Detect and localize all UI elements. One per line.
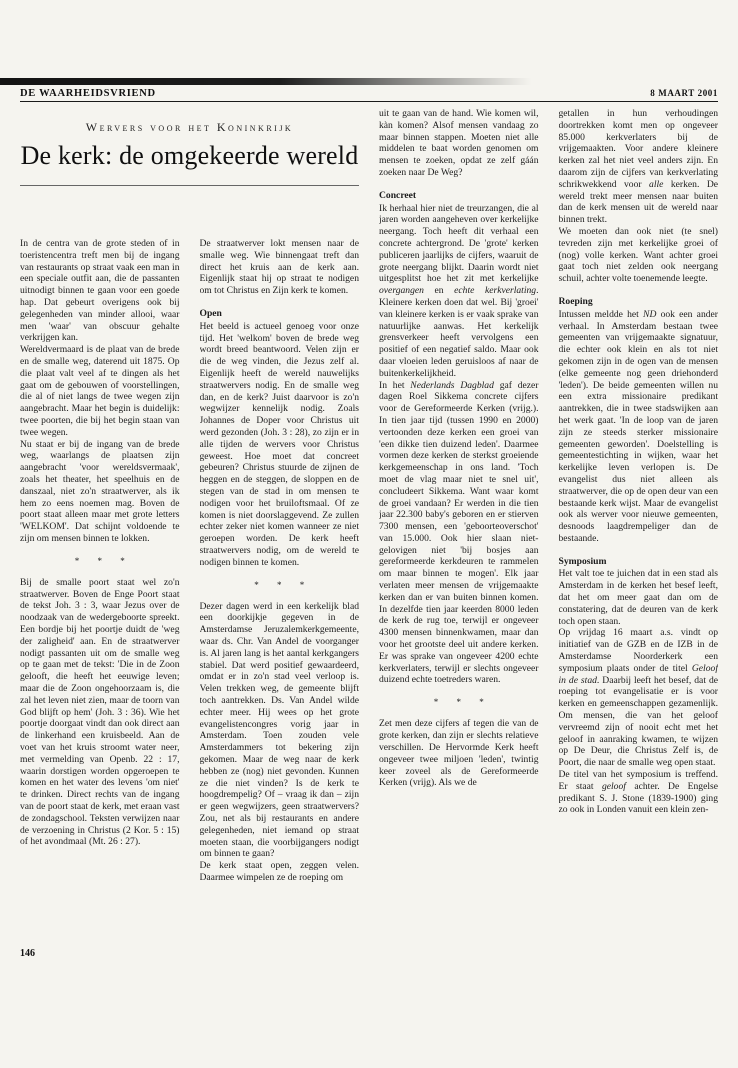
article-kicker: Wervers voor het Koninkrijk (85, 120, 294, 134)
article-title: De kerk: de omgekeerde wereld (20, 141, 359, 170)
paragraph: In het Nederlands Dagblad gaf dezer dagen Roel Sikkema concrete cijfers voor de Gereformeerde Kerken (vrijg.). In tien jaar tijd (tussen 1990 en 2000) vertoonden deze kerken een groei van 'een dikke tien duizend leden'. Daarmee vormen deze kerken de sterkst groeiende kerkgemeenschap in ons land. 'Toch moet de vlag maar niet te snel uit', concludeert Sikkema. Want waar komt de groei vandaan? Er werden in die tien jaar 22.300 baby's geboren en er stierven 7300 mensen, een 'geboorteoverschot' van 15.000. Ook hier slaan niet-gelovigen niet 'bij bosjes aan gereformeerde kerkdeuren te rammelen om maar binnen te mogen'. Elk jaar verlaten meer mensen de vrijgemaakte kerken dan er van buiten binnen komen. In dezelfde tien jaar keerden 8000 leden de kerk de rug toe, terwijl er ongeveer 4300 mensen binnenkwamen, maar dan voor het grootste deel uit andere kerken. Er was sprake van ongeveer 4200 echte kerkverlaters, terwijl er slechts ongeveer duizend echte toetreders waren. (379, 379, 539, 686)
paragraph: De kerk staat open, zeggen velen. Daarmee wimpelen ze de roeping om (199, 860, 359, 883)
section-heading: Concreet (379, 189, 417, 201)
paragraph: getallen in hun verhoudingen doortrekken komt men op ongeveer 85.000 kerkverlaters bij de vrijgemaakten. Voor andere kleinere kerken zal het niet veel anders zijn. En daarom zijn de cijfers van kerkverlating schrikwekkend voor alle kerken. De wereld trekt meer mensen naar buiten dan de kerk mensen uit de wereld naar binnen trekt. (558, 108, 718, 226)
page-number: 146 (20, 948, 35, 959)
article-body (20, 108, 718, 980)
paragraph: De straatwerver lokt mensen naar de smalle weg. Wie binnengaat treft dan direct het kruis aan de kerk aan. Eigenlijk staat hij op straat te nodigen om tot Christus en Zijn kerk te komen. (199, 238, 359, 297)
text-column-1 (20, 238, 180, 948)
text-column-3 (379, 108, 539, 980)
issue-date: 8 MAART 2001 (650, 88, 718, 98)
header-rule (20, 101, 718, 102)
article-title-block (20, 108, 359, 238)
paragraph: Het valt toe te juichen dat in een stad als Amsterdam in de kerken het besef leeft, dat het om meer gaat dan om de constatering, dat de deuren van de kerk toch open staan. (558, 568, 718, 627)
header-row (20, 88, 718, 99)
paragraph: Intussen meldde het ND ook een ander verhaal. In Amsterdam bestaan twee gemeenten van vrijgemaakte signatuur, die echter ook klein en als tot niet gekomen zijn in de ogen van de mensen (elke gemeente nog geen driehonderd 'leden'). De beide gemeenten willen nu een extra missionaire predikant aantrekken, die in twee stadswijken aan het werk gaat. 'In de loop van de jaren zijn ze steeds sterker missionaire gemeenten geworden'. Doelstelling is gemeentestichting in wijken, waar het kerkelijke leven verlopen is. De evangelist dus niet alleen als straatwerver, die op de open deur van een bestaande kerk wijst. Maar de evangelist ook als werver voor nieuwe gemeenten, desnoods laagdrempeliger dan de bestaande. (558, 308, 718, 544)
paragraph: Nu staat er bij de ingang van de brede weg, waarlangs de plaatsen zijn aangebracht 'voor wereldsvermaak', zoals het theater, het speelhuis en de danszaal, niet zo'n straatwerver, als ik hem zo eens noemen mag. Boven de poort staat alleen maar met grote letters 'WELKOM'. Dat schijnt voldoende te zijn om mensen binnen te lokken. (20, 438, 180, 544)
section-heading: Symposium (558, 555, 607, 567)
section-heading: Roeping (558, 295, 593, 307)
text-column-4 (559, 108, 719, 980)
left-columns (20, 238, 359, 948)
paragraph: Het beeld is actueel genoeg voor onze tijd. Het 'welkom' boven de brede weg wordt breed beantwoord. Velen zijn er die de weg vinden, die Jezus zelf al. Eigenlijk heeft de wereld nauwelijks straatwervers nodig. En de smalle weg dan, en de kerk? Juist daarvoor is zo'n wegwijzer kennelijk nodig. Zoals Johannes de Doper voor Christus uit werd gezonden (Joh. 3 : 28), zo zijn er in alle tijden de wervers voor Christus geweest. Hoe moet dat concreet gebeuren? Christus stuurde de zijnen de heggen en de steggen, de sloppen en de stegen van de stad in om mensen te nodigen voor het bruiloftsmaal. Of ze komen is niet doorslaggevend. Ze zullen echter zeker niet komen wanneer ze niet geroepen worden. De kerk heeft straatwervers nodig, om de wereld te nodigen binnen te komen. (199, 320, 359, 568)
masthead: DE WAARHEIDSVRIEND (20, 88, 156, 99)
header-shadow-bar (0, 78, 738, 85)
title-rule (20, 185, 359, 186)
paragraph: Op vrijdag 16 maart a.s. vindt op initiatief van de GZB en de IZB in de Amsterdamse Noorderkerk een symposium plaats onder de titel Geloof in de stad. Daarbij leeft het besef, dat de roeping tot evangelisatie er is voor kerken en gemeenschappen gezamenlijk. Om mensen, die van het geloof vervreemd zijn of nooit echt met het geloof in aanraking kwamen, te wijzen op De Deur, die Christus Zelf is, de Poort, die naar de smalle weg open staat. (558, 627, 718, 769)
paragraph: Bij de smalle poort staat wel zo'n straatwerver. Boven de Enge Poort staat de tekst Joh. 3 : 3, waar Jezus over de noodzaak van de wedergeboorte spreekt. Een bordje bij het poortje duidt de 'weg der zaligheid' aan. En de straatwerver nodigt passanten uit om de smalle weg op te gaan met de tekst: 'Die in de Zoon gelooft, die heeft het eeuwige leven; maar die de Zoon ongehoorzaam is, die zal het leven niet zien, maar de toorn van God blijft op hem' (Joh. 3 : 36). Wie het poortje doorgaat vindt dan ook direct aan de linkerhand een kruisbeeld. Aan de voet van het kruis stroomt water neer, met vermelding van Openb. 22 : 17, waarin dorstigen worden opgeroepen te komen en het water des levens 'om niet' te drinken. Direct rechts van de ingang van de poort staat de kerk, met eraan vast de zondagschool. Teksten verwijzen naar de verzoening in Christus (2 Kor. 5 : 15) of het avondmaal (Mt. 26 : 27). (20, 576, 180, 848)
paragraph: Wereldvermaard is de plaat van de brede en de smalle weg, daterend uit 1875. Op die plaat valt veel af te dingen als het gaat om de gebouwen of voorstellingen, die al of niet langs de twee wegen zijn aangebracht. Maar het begin is duidelijk: twee poorten, die bij het begin staan van twee wegen. (20, 344, 180, 438)
paragraph: Ik herhaal hier niet de treurzangen, die al jaren worden aangeheven over kerkelijke neergang. Toch heeft dit verhaal een concrete achtergrond. De 'grote' kerken publiceren jaarlijks de cijfers, waaruit de grote neergang blijkt. Daarin wordt niet uitgesplitst hoe het zit met kerkelijke overgangen en echte kerkverlating. Kleinere kerken doen dat wel. Bij 'groei' van kleinere kerken is er vaak sprake van natuurlijke aanwas. Het kerkelijk grensverkeer heeft vervolgens een positief of een negatief saldo. Maar ook daar vloeien leden geruisloos af naar de buitenkerkelijkheid. (379, 202, 539, 379)
paragraph: We moeten dan ook niet (te snel) tevreden zijn met kerkelijke groei of (nog) volle kerken. Want achter groei gaat toch niet zelden ook neergang schuil, achter volte toenemende leegte. (558, 225, 718, 285)
left-page-half (20, 108, 359, 980)
paragraph: Dezer dagen werd in een kerkelijk blad een doorkijkje gegeven in de Amsterdamse Jeruzalemkerkgemeente, waar ds. Chr. Van Andel de voorganger is. Al jaren lang is het aantal kerkgangers stabiel. Dat werd positief gewaardeerd, omdat er in zo'n stad veel verloop is. Velen trekken weg, de gemeente blijft toch aantrekken. Ds. Van Andel wilde echter meer. Hij wees op het grote evangelistencongres vorig jaar in Amsterdam. Toen zouden vele Amsterdammers tot bekering zijn gekomen. Maar de weg naar de kerk hebben ze (nog) niet gevonden. Kunnen ze die niet vinden? Is de kerk te hoogdrempelig? Of – vraag ik dan – zijn er geen wegwijzers, geen straatwervers? Zou, net als bij restaurants en andere gelegenheden, niet iemand op straat moeten staan, die voorbijgangers nodigt om binnen te gaan? (199, 600, 359, 860)
text-column-2 (200, 238, 360, 948)
page-header (20, 0, 718, 102)
paragraph: uit te gaan van de hand. Wie komen wil, kàn komen? Alsof mensen vandaag zo maar binnen stappen. Moeten niet alle middelen te baat worden genomen om mensen te zoeken, opdat ze zelf gáán zoeken naar De Weg? (379, 108, 539, 178)
section-separator: * * * (433, 697, 492, 708)
paragraph: De titel van het symposium is treffend. Er staat geloof achter. De Engelse predikant S. J. Stone (1839-1900) ging zo ook in Londen vanuit een klein zen- (558, 769, 718, 816)
right-columns (379, 108, 718, 980)
section-heading: Open (199, 307, 222, 319)
section-separator: * * * (74, 555, 133, 566)
section-separator: * * * (254, 579, 313, 590)
right-page-half (379, 108, 718, 980)
paragraph: In de centra van de grote steden of in toeristencentra treft men bij de ingang van restaurants op straat vaak een man in een speciale outfit aan, die de passanten uitnodigt binnen te gaan voor een goede hap. Dat gebeurt overigens ook bij gelegenheden van minder allooi, waar men 'waar' van obscuur gehalte verkrijgen kan. (20, 238, 180, 344)
paragraph: Zet men deze cijfers af tegen die van de grote kerken, dan zijn er slechts relatieve verschillen. De Hervormde Kerk heeft ongeveer twee miljoen 'leden', twintig keer zoveel als de Gereformeerde Kerken (vrijg). Als we de (379, 718, 539, 789)
